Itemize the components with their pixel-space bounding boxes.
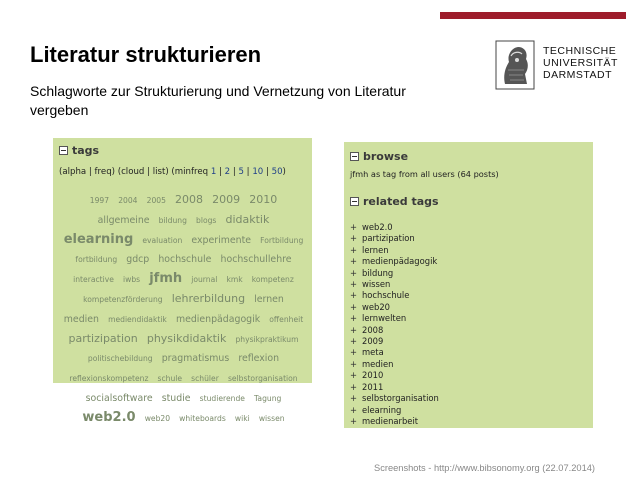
cloud-tag[interactable]: kompetenzförderung	[83, 294, 163, 304]
tags-panel-screenshot	[53, 138, 312, 425]
browse-heading: browse	[363, 150, 409, 163]
related-tag-label[interactable]: selbstorganisation	[362, 393, 439, 404]
slide-title: Literatur strukturieren	[30, 42, 262, 67]
collapse-icon[interactable]	[350, 152, 359, 161]
cloud-tag[interactable]: 2004	[118, 196, 138, 205]
plus-icon[interactable]: +	[350, 222, 358, 232]
related-tags-header[interactable]	[350, 195, 439, 208]
browse-panel-screenshot	[344, 142, 593, 428]
cloud-tag[interactable]: schule	[157, 374, 183, 384]
accent-bar	[440, 12, 626, 19]
related-tag-label[interactable]: 2009	[362, 336, 384, 347]
cloud-tag[interactable]: 2008	[175, 193, 204, 206]
plus-icon[interactable]: +	[350, 370, 358, 381]
plus-icon[interactable]: +	[350, 301, 358, 312]
related-tag-item[interactable]	[350, 313, 439, 324]
related-tag-item[interactable]	[350, 370, 439, 381]
related-tag-label[interactable]: 2011	[362, 381, 384, 392]
logo-text: TECHNISCHE UNIVERSITÄT DARMSTADT	[543, 45, 618, 81]
cloud-tag[interactable]: reflexion	[238, 353, 280, 365]
browse-info-link[interactable]: jfmh as tag from all users (64 posts)	[350, 169, 499, 179]
related-tag-item[interactable]	[350, 279, 439, 290]
cloud-tag[interactable]: elearning	[63, 231, 134, 247]
related-tag-item[interactable]	[350, 290, 439, 301]
related-tag-label[interactable]: web20	[362, 301, 390, 312]
cloud-tag[interactable]: kompetenz	[251, 275, 294, 285]
tag-cloud	[61, 190, 306, 428]
related-tag-item[interactable]	[350, 325, 439, 336]
cloud-tag[interactable]: kmk	[226, 275, 243, 285]
slide-subtitle: Schlagworte zur Strukturierung und Vernetzung von Literatur vergeben	[30, 83, 406, 118]
cloud-tag[interactable]: 1997	[89, 196, 110, 205]
plus-icon[interactable]: +	[350, 336, 358, 347]
cloud-tag[interactable]: studie	[161, 392, 191, 404]
cloud-tag[interactable]: schüler	[191, 374, 219, 384]
plus-icon[interactable]: +	[350, 244, 358, 255]
cloud-tag[interactable]: whiteboards	[179, 413, 226, 423]
plus-icon[interactable]: +	[350, 415, 358, 426]
related-tag-item[interactable]	[350, 222, 439, 233]
cloud-tag[interactable]: web20	[144, 413, 171, 423]
cloud-tag[interactable]: selbstorganisation	[227, 374, 298, 384]
plus-icon[interactable]: +	[350, 404, 358, 415]
university-logo	[493, 38, 627, 94]
cloud-tag[interactable]: mediendidaktik	[108, 314, 167, 324]
cloud-tag[interactable]: fortbildung	[75, 255, 118, 265]
related-tag-label[interactable]: web2.0	[362, 222, 393, 232]
related-tag-label[interactable]: 2008	[362, 324, 384, 335]
cloud-tag[interactable]: iwbs	[123, 275, 141, 285]
cloud-tag[interactable]: interactive	[73, 275, 114, 285]
cloud-tag[interactable]: studierende	[199, 393, 245, 403]
collapse-icon[interactable]	[350, 197, 359, 206]
cloud-tag[interactable]: web2.0	[82, 409, 136, 425]
cloud-tag[interactable]: wissen	[258, 413, 285, 423]
related-tag-label[interactable]: partizipation	[362, 233, 415, 244]
related-tag-item[interactable]	[350, 256, 439, 267]
related-tag-item[interactable]	[350, 359, 439, 370]
related-tag-item[interactable]	[350, 416, 439, 427]
cloud-tag[interactable]: hochschullehre	[220, 254, 292, 266]
cloud-tag[interactable]: journal	[191, 275, 218, 285]
cloud-tag[interactable]: experimente	[191, 234, 252, 246]
collapse-icon[interactable]	[59, 146, 68, 155]
related-tag-item[interactable]	[350, 405, 439, 416]
plus-icon[interactable]: +	[350, 347, 358, 358]
cloud-tag[interactable]: jfmh	[149, 271, 183, 287]
cloud-tag[interactable]: lernen	[254, 293, 284, 305]
cloud-tag[interactable]: partizipation	[68, 331, 138, 345]
cloud-tag[interactable]: Fortbildung	[260, 235, 304, 245]
related-tag-item[interactable]	[350, 233, 439, 244]
related-tag-label[interactable]: hochschule	[362, 290, 410, 301]
cloud-tag[interactable]: 2009	[212, 193, 241, 206]
tags-heading: tags	[72, 144, 100, 157]
related-tag-label[interactable]: elearning	[362, 404, 402, 415]
cloud-tag[interactable]: politischebildung	[87, 354, 153, 364]
cloud-tag[interactable]: evaluation	[142, 235, 183, 245]
cloud-tag[interactable]: reflexionskompetenz	[69, 374, 149, 384]
plus-icon[interactable]: +	[350, 381, 358, 392]
cloud-tag[interactable]: didaktik	[225, 212, 270, 226]
cloud-tag[interactable]: medienpädagogik	[175, 313, 261, 325]
related-tag-label[interactable]: meta	[362, 347, 384, 358]
plus-icon[interactable]: +	[350, 393, 358, 404]
related-tag-item[interactable]	[350, 393, 439, 404]
plus-icon[interactable]: +	[350, 279, 358, 290]
cloud-tag[interactable]: allgemeine	[97, 214, 150, 226]
cloud-tag[interactable]: medien	[63, 313, 99, 325]
related-tag-item[interactable]	[350, 245, 439, 256]
cloud-tag[interactable]: physikpraktikum	[235, 334, 299, 344]
plus-icon[interactable]: +	[350, 313, 358, 324]
cloud-tag[interactable]: hochschule	[158, 254, 212, 266]
plus-icon[interactable]: +	[350, 267, 358, 278]
related-tag-label[interactable]: medien	[362, 358, 394, 369]
cloud-tag[interactable]: blogs	[196, 215, 217, 225]
plus-icon[interactable]: +	[350, 256, 358, 267]
related-tag-label[interactable]: 2010	[362, 370, 384, 381]
related-tag-item[interactable]	[350, 268, 439, 279]
related-tags-list	[350, 222, 439, 427]
related-tag-label[interactable]: wissen	[362, 279, 391, 290]
cloud-tag[interactable]: offenheit	[269, 314, 304, 324]
related-tag-label[interactable]: lernen	[362, 244, 389, 255]
related-tags-heading: related tags	[363, 195, 439, 208]
tags-section-header[interactable]	[59, 144, 99, 157]
cloud-tag[interactable]: bildung	[158, 215, 187, 225]
athena-seal-icon	[495, 40, 535, 90]
cloud-tag[interactable]: gdcp	[126, 254, 150, 266]
cloud-tag[interactable]: physikdidaktik	[146, 331, 227, 345]
related-tag-item[interactable]	[350, 382, 439, 393]
cloud-tag[interactable]: wiki	[234, 413, 250, 423]
plus-icon[interactable]: +	[350, 233, 358, 244]
screenshot-source-footer: Screenshots - http://www.bibsonomy.org (22.07.2014)	[374, 463, 596, 473]
plus-icon[interactable]: +	[350, 324, 358, 335]
related-tag-label[interactable]: bildung	[362, 267, 394, 278]
cloud-tag[interactable]: Tagung	[254, 393, 282, 403]
related-tag-label[interactable]: lernwelten	[362, 313, 407, 324]
related-tag-item[interactable]	[350, 302, 439, 313]
related-tag-item[interactable]	[350, 336, 439, 347]
plus-icon[interactable]: +	[350, 290, 358, 301]
related-tag-item[interactable]	[350, 347, 439, 358]
browse-section-header[interactable]	[350, 150, 408, 163]
cloud-tag[interactable]: lehrerbildung	[171, 291, 246, 305]
cloud-tag[interactable]: 2005	[146, 196, 166, 205]
plus-icon[interactable]: +	[350, 358, 358, 369]
related-tag-label[interactable]: medienpädagogik	[362, 256, 438, 267]
related-tag-label[interactable]: medienarbeit	[362, 415, 419, 426]
cloud-tag[interactable]: 2010	[249, 193, 278, 206]
tag-view-options: (alpha | freq) (cloud | list) (minfreq 1 | 2 | 5 | 10 | 50)	[59, 167, 286, 177]
cloud-tag[interactable]: pragmatismus	[161, 353, 230, 365]
cloud-tag[interactable]: socialsoftware	[85, 392, 153, 404]
